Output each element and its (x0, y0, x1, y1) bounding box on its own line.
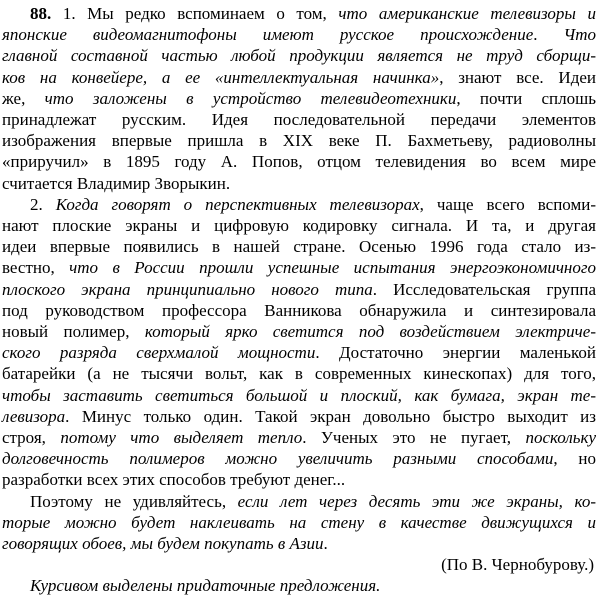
text-line (2, 257, 596, 278)
text-line (2, 194, 596, 215)
text-run: . Достаточно энергии маленькой (315, 343, 596, 363)
text-line (2, 24, 596, 45)
text-line (2, 151, 596, 172)
text-line (2, 363, 596, 384)
text-line (2, 88, 596, 109)
subordinate-clause-run: что в России прошли успешные испытания энергоэкономичного (69, 258, 596, 278)
text-line (2, 491, 596, 512)
subordinate-clause-run: торые можно будет наклеивать на стену в качестве движущихся и (2, 512, 596, 532)
text-line (2, 130, 596, 151)
text-run: новый полимер, (2, 322, 145, 342)
text-line (2, 342, 596, 363)
text-line (2, 385, 596, 406)
text-line (2, 236, 596, 257)
text-run: батарейки (а не тысячи вольт, как в современных кинескопах) для того, (2, 364, 596, 384)
attribution-line: (По В. Чернобурову.) (441, 555, 594, 575)
subordinate-clause-run: ского разряда сверхмалой мощности (2, 343, 316, 363)
text-line (2, 279, 596, 300)
text-line (2, 45, 596, 66)
text-line (2, 469, 596, 490)
subordinate-clause-run: чтобы заставить светиться большой и плоский, как бумага, экран те- (2, 385, 596, 405)
subordinate-clause-run: Что (563, 25, 597, 45)
text-run: вестно, (2, 258, 70, 278)
footnote-line: Курсивом выделены придаточные предложения. (30, 576, 381, 596)
paragraph-3 (2, 491, 596, 555)
text-line (2, 109, 596, 130)
text-line (2, 300, 596, 321)
subordinate-clause-run: что американские телевизоры и (338, 4, 596, 23)
subordinate-clause-run: японские видеомагнитофоны имеют русское происхождение (2, 25, 534, 45)
text-run: под руководством профессора Ванникова обнаружила и синтезировала (2, 300, 596, 320)
subordinate-clause-run: плоского экрана принципиально нового типа (2, 279, 373, 299)
text-run: 2. (30, 194, 56, 214)
subordinate-clause-run: ков на конвейере, а ее «интеллектуальная начинка» (2, 67, 440, 87)
subordinate-clause-run: левизора (2, 406, 66, 426)
text-run: , но (553, 449, 596, 469)
subordinate-clause-run: главной составной частью любой продукции является не труд сборщи- (2, 46, 596, 66)
paragraph-2 (2, 194, 596, 491)
text-line (2, 173, 596, 194)
text-line (2, 512, 596, 533)
text-line (2, 215, 596, 236)
subordinate-clause-run: поскольку (525, 428, 597, 448)
text-run: Поэтому не удивляйтесь, (30, 491, 238, 511)
text-run: 1. Мы редко вспоминаем о том, (51, 4, 339, 23)
text-run: . Ученых это не пугает, (302, 428, 526, 448)
subordinate-clause-run: Когда говорят о перспективных телевизорах (55, 194, 420, 214)
text-line (2, 67, 596, 88)
text-run: , чаще всего вспоми- (419, 194, 596, 214)
paragraph-1 (2, 3, 596, 194)
text-run: . Минус только один. Такой экран довольно быстро выходит из (65, 406, 596, 426)
subordinate-clause-run: долговечность полимеров можно увеличить разными способами (2, 449, 554, 469)
text-line (2, 533, 596, 554)
text-run: . Исследовательская группа (372, 279, 597, 299)
text-run: , знают все. Идеи (439, 67, 596, 87)
text-run: , почти сплошь (456, 88, 596, 108)
text-run: разработки всех этих способов требуют денег... (2, 470, 346, 490)
subordinate-clause-run: что заложены в устройство телевидеотехники (44, 88, 457, 108)
text-run: нают плоские экраны и цифровую кодировку сигнала. И та, и другая (2, 216, 596, 236)
text-run: . (323, 534, 328, 554)
text-run: . (533, 25, 564, 45)
text-run: идеи впервые появились в нашей стране. Осенью 1996 года стало из- (2, 237, 596, 257)
exercise-number: 88. (30, 4, 52, 23)
text-line (2, 448, 596, 469)
text-line (2, 321, 596, 342)
text-run: принадлежат русским. Идея последовательной передачи элементов (2, 110, 596, 130)
text-run: «приручил» в 1895 году А. Попов, отцом телевидения во всем мире (2, 152, 596, 172)
subordinate-clause-run: который ярко светится под воздействием электриче- (144, 322, 596, 342)
text-run: же, (2, 88, 45, 108)
text-line (2, 3, 596, 24)
subordinate-clause-run: говорящих обоев, мы будем покупать в Азии (2, 534, 324, 554)
subordinate-clause-run: потому что выделяет тепло (60, 428, 303, 448)
text-run: изображения впервые пришла в XIX веке П. Бахметьеву, радиоволны (2, 131, 596, 151)
text-run: строя, (2, 428, 61, 448)
text-line (2, 406, 596, 427)
text-line (2, 427, 596, 448)
text-run: считается Владимир Зворыкин. (2, 173, 231, 193)
subordinate-clause-run: если лет через десять эти же экраны, ко- (237, 491, 596, 511)
exercise-text (2, 3, 596, 554)
